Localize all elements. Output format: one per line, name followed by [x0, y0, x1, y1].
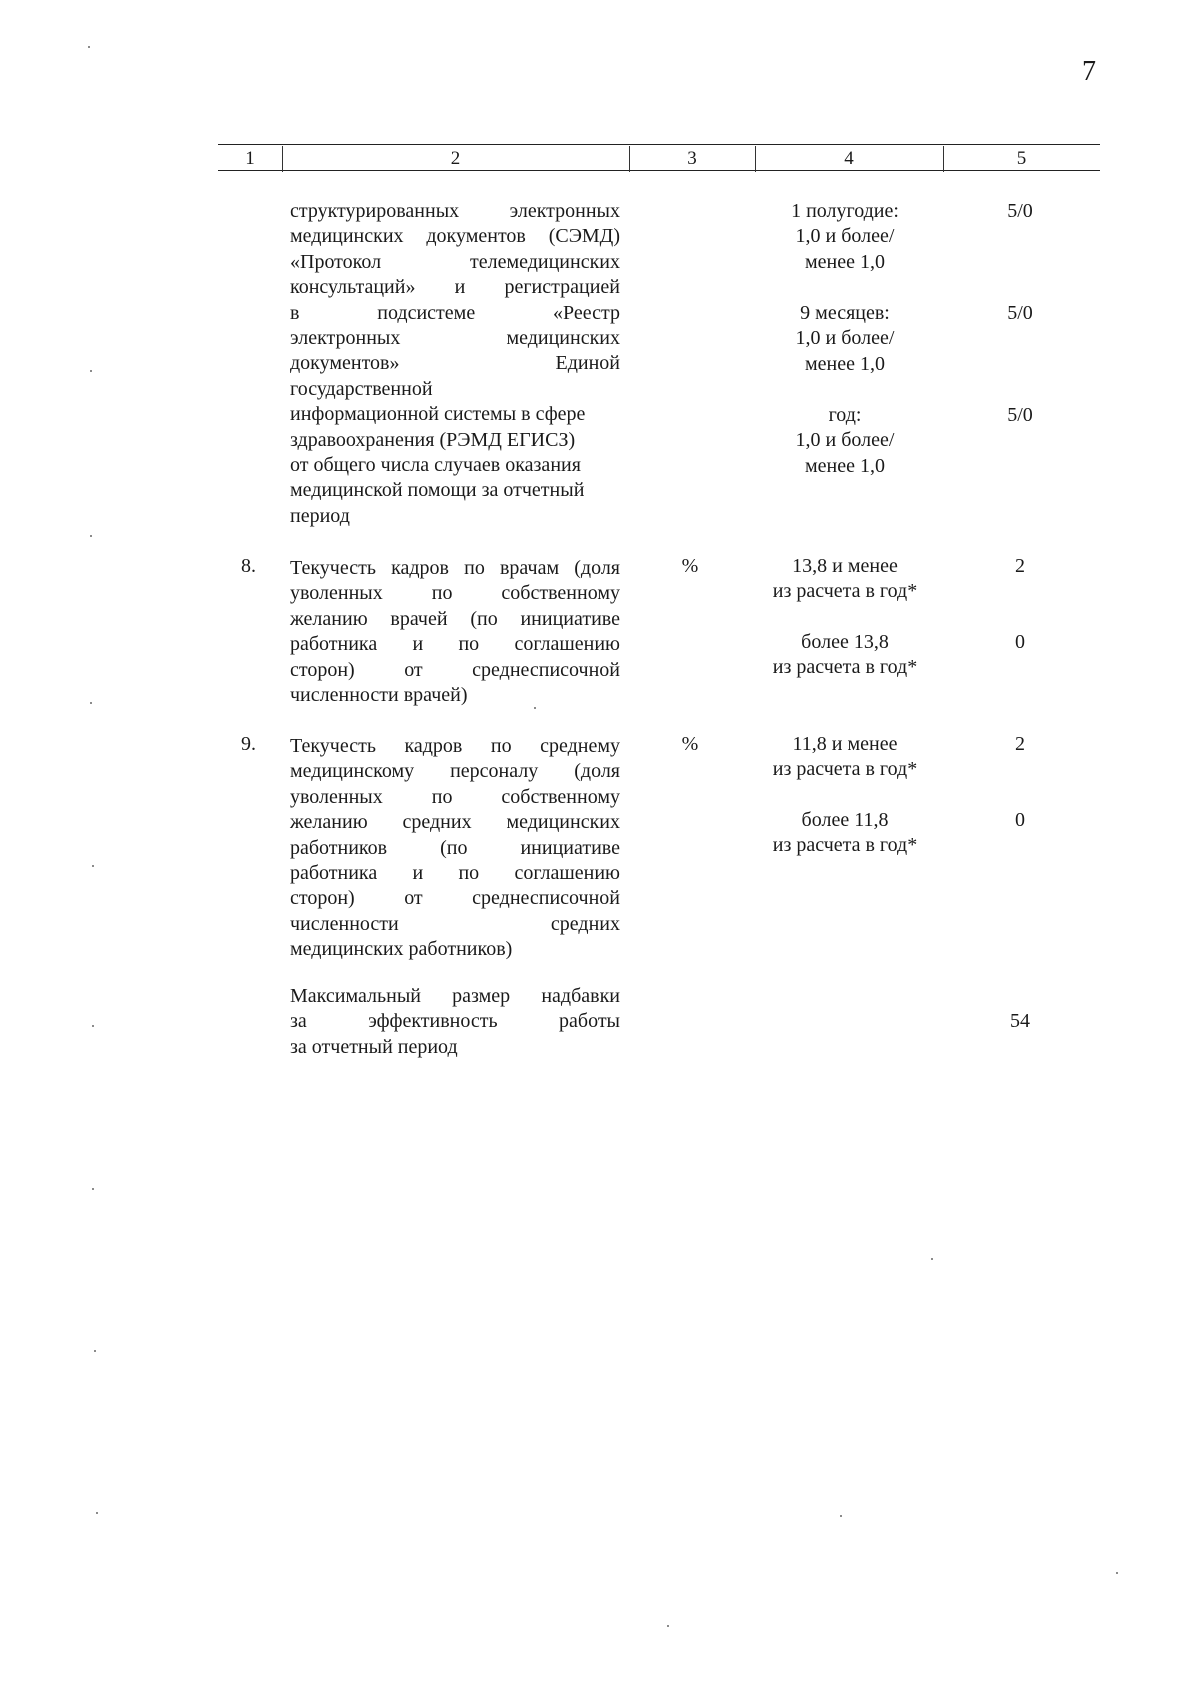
description-line: информационной системы в сфере — [290, 403, 586, 426]
scan-speck — [88, 46, 90, 48]
row-number: 9. — [241, 733, 256, 755]
description-line: в подсистеме «Реестр — [290, 301, 620, 324]
score-max-allowance: 54 — [1010, 1010, 1030, 1032]
criterion-low-turnover — [742, 554, 948, 605]
description-line: здравоохранения (РЭМД ЕГИСЗ) — [290, 428, 576, 451]
header-col-2: 2 — [450, 148, 461, 169]
scan-speck — [96, 1512, 98, 1514]
score-year: 5/0 — [1007, 404, 1033, 426]
criterion-high-turnover — [742, 630, 948, 681]
header-col-1: 1 — [245, 148, 255, 169]
description-line: работников (по инициативе — [290, 836, 620, 859]
scan-speck — [92, 865, 94, 867]
criterion-9-months — [742, 301, 948, 377]
description-line: работника и по соглашению — [290, 633, 620, 656]
row-number: 8. — [241, 555, 256, 577]
criterion-line: 1,0 и более/ — [795, 327, 895, 350]
description-line: работника и по соглашению — [290, 861, 620, 884]
criterion-line: менее 1,0 — [805, 454, 885, 477]
description-line: уволенных по собственному — [290, 582, 620, 605]
scan-speck — [94, 1350, 96, 1352]
criterion-line: год: — [828, 404, 862, 426]
header-col-5: 5 — [1016, 148, 1027, 169]
description-line: от общего числа случаев оказания — [290, 453, 581, 476]
score-low-turnover: 2 — [1015, 555, 1025, 577]
score-9-months: 5/0 — [1007, 302, 1033, 324]
scan-speck — [1116, 1572, 1118, 1574]
row-description — [290, 734, 620, 963]
score-half-year: 5/0 — [1007, 200, 1033, 222]
description-line: электронных медицинских — [290, 326, 620, 349]
scan-speck — [90, 702, 92, 704]
scan-speck — [667, 1625, 669, 1627]
description-line: сторон) от среднесписочной — [290, 658, 620, 681]
scan-speck — [534, 707, 536, 709]
description-line: консультаций» и регистрацией — [290, 276, 620, 299]
criterion-line: из расчета в год* — [772, 656, 918, 679]
description-line: сторон) от среднесписочной — [290, 887, 620, 910]
description-line: «Протокол телемедицинских — [290, 250, 620, 273]
description-line: уволенных по собственному — [290, 785, 620, 808]
scan-speck — [90, 535, 92, 537]
description-line: медицинскому персоналу (доля — [290, 760, 620, 783]
criterion-high-turnover — [742, 808, 948, 859]
criterion-line: 9 месяцев: — [800, 302, 890, 324]
header-top-rule — [218, 144, 1100, 145]
criterion-line: из расчета в год* — [772, 580, 918, 603]
criterion-line: из расчета в год* — [772, 834, 918, 857]
page-number: 7 — [1082, 56, 1096, 87]
description-line: медицинских работников) — [290, 938, 513, 961]
scan-speck — [92, 1025, 94, 1027]
criterion-line: менее 1,0 — [805, 352, 885, 375]
criterion-line: менее 1,0 — [805, 250, 885, 273]
score-high-turnover: 0 — [1015, 631, 1025, 653]
header-col-4: 4 — [844, 148, 854, 169]
description-line: за эффективность работы — [290, 1010, 620, 1033]
row-description — [290, 199, 620, 529]
criterion-line: 1,0 и более/ — [795, 429, 895, 452]
description-line: документов» Единой — [290, 352, 620, 375]
scan-speck — [90, 370, 92, 372]
criterion-line: 13,8 и менее — [792, 555, 898, 577]
score-low-turnover: 2 — [1015, 733, 1025, 755]
criterion-line: более 11,8 — [801, 809, 889, 831]
description-line: структурированных электронных — [290, 200, 620, 222]
description-line: за отчетный период — [290, 1035, 458, 1058]
row-unit: % — [681, 733, 699, 755]
description-line: численности средних — [290, 912, 620, 935]
description-line: государственной — [290, 377, 433, 400]
row-description — [290, 556, 620, 708]
criterion-line: 11,8 и менее — [792, 733, 898, 755]
description-line: желанию средних медицинских — [290, 811, 620, 834]
description-line: медицинской помощи за отчетный — [290, 479, 585, 502]
description-line: период — [290, 504, 350, 527]
score-high-turnover: 0 — [1015, 809, 1025, 831]
criterion-line: из расчета в год* — [772, 758, 918, 781]
description-line: Текучесть кадров по среднему — [290, 735, 620, 757]
criterion-year — [742, 403, 948, 479]
header-col-3: 3 — [687, 148, 697, 169]
description-line: Максимальный размер надбавки — [290, 985, 620, 1007]
description-line: желанию врачей (по инициативе — [290, 607, 620, 630]
row-description — [290, 984, 620, 1060]
description-line: Текучесть кадров по врачам (доля — [290, 557, 620, 579]
criterion-low-turnover — [742, 732, 948, 783]
scan-speck — [931, 1258, 933, 1260]
description-line: численности врачей) — [290, 683, 468, 706]
scan-speck — [840, 1515, 842, 1517]
criterion-line: 1 полугодие: — [791, 200, 899, 222]
criterion-line: более 13,8 — [801, 631, 889, 653]
description-line: медицинских документов (СЭМД) — [290, 225, 620, 248]
scan-speck — [92, 1188, 94, 1190]
criterion-line: 1,0 и более/ — [795, 225, 895, 248]
criterion-half-year — [742, 199, 948, 275]
row-unit: % — [681, 555, 699, 577]
